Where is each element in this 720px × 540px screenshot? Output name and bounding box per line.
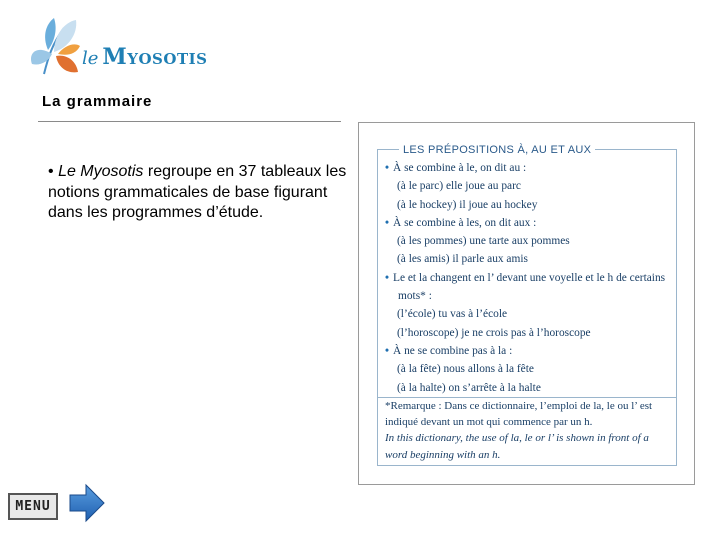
logo-name: Myosotis — [102, 44, 208, 70]
section-title: La grammaire — [42, 93, 153, 110]
figure-remark — [385, 398, 680, 463]
rule-line: • À ne se combine pas à la : — [385, 344, 513, 357]
logo-prefix: le — [82, 48, 99, 69]
example-line: (l’école) tu vas à l’école — [397, 308, 508, 321]
example-line: (à la fête) nous allons à la fête — [397, 363, 534, 376]
remark-line: *Remarque : Dans ce dictionnaire, l’emploi de la, le ou l’ est — [385, 400, 653, 412]
rule-line: • À se combine à les, on dit aux : — [385, 216, 537, 229]
example-line: (à le hockey) il joue au hockey — [397, 198, 538, 211]
remark-line: indiqué devant un mot qui commence par un h. — [385, 416, 593, 429]
figure-title: LES PRÉPOSITIONS À, AU ET AUX — [399, 144, 595, 156]
butterfly-flower-icon — [22, 14, 82, 78]
bullet-italic-title: Le Myosotis — [58, 163, 144, 180]
bullet-body: regroupe en 37 tableaux les notions grammaticales de base figurant dans les programmes d’étude. — [48, 163, 347, 221]
rule-line: • À se combine à le, on dit au : — [385, 162, 527, 174]
rule-line: • Le et la changent en l’ devant une voyelle et le h de certains — [385, 271, 666, 284]
figure-body — [385, 159, 675, 397]
arrow-right-icon[interactable] — [68, 483, 106, 523]
bullet-marker: • — [48, 163, 54, 180]
logo — [22, 14, 232, 84]
example-line: (l’horoscope) je ne crois pas à l’horoscope — [397, 326, 591, 339]
title-divider — [38, 121, 341, 122]
prepositions-figure — [358, 122, 695, 485]
remark-line: In this dictionary, the use of la, le or l’ is shown in front of a — [385, 432, 649, 445]
menu-button[interactable]: MENU — [8, 493, 58, 520]
rule-line-continued: mots* : — [398, 290, 432, 303]
remark-line: word beginning with an h. — [385, 448, 501, 461]
example-line: (à le parc) elle joue au parc — [397, 180, 521, 193]
example-line: (à les pommes) une tarte aux pommes — [397, 235, 570, 248]
example-line: (à les amis) il parle aux amis — [397, 253, 528, 266]
logo-wordmark — [82, 44, 207, 70]
bullet-paragraph — [48, 162, 348, 224]
example-line: (à la halte) on s’arrête à la halte — [397, 381, 541, 394]
